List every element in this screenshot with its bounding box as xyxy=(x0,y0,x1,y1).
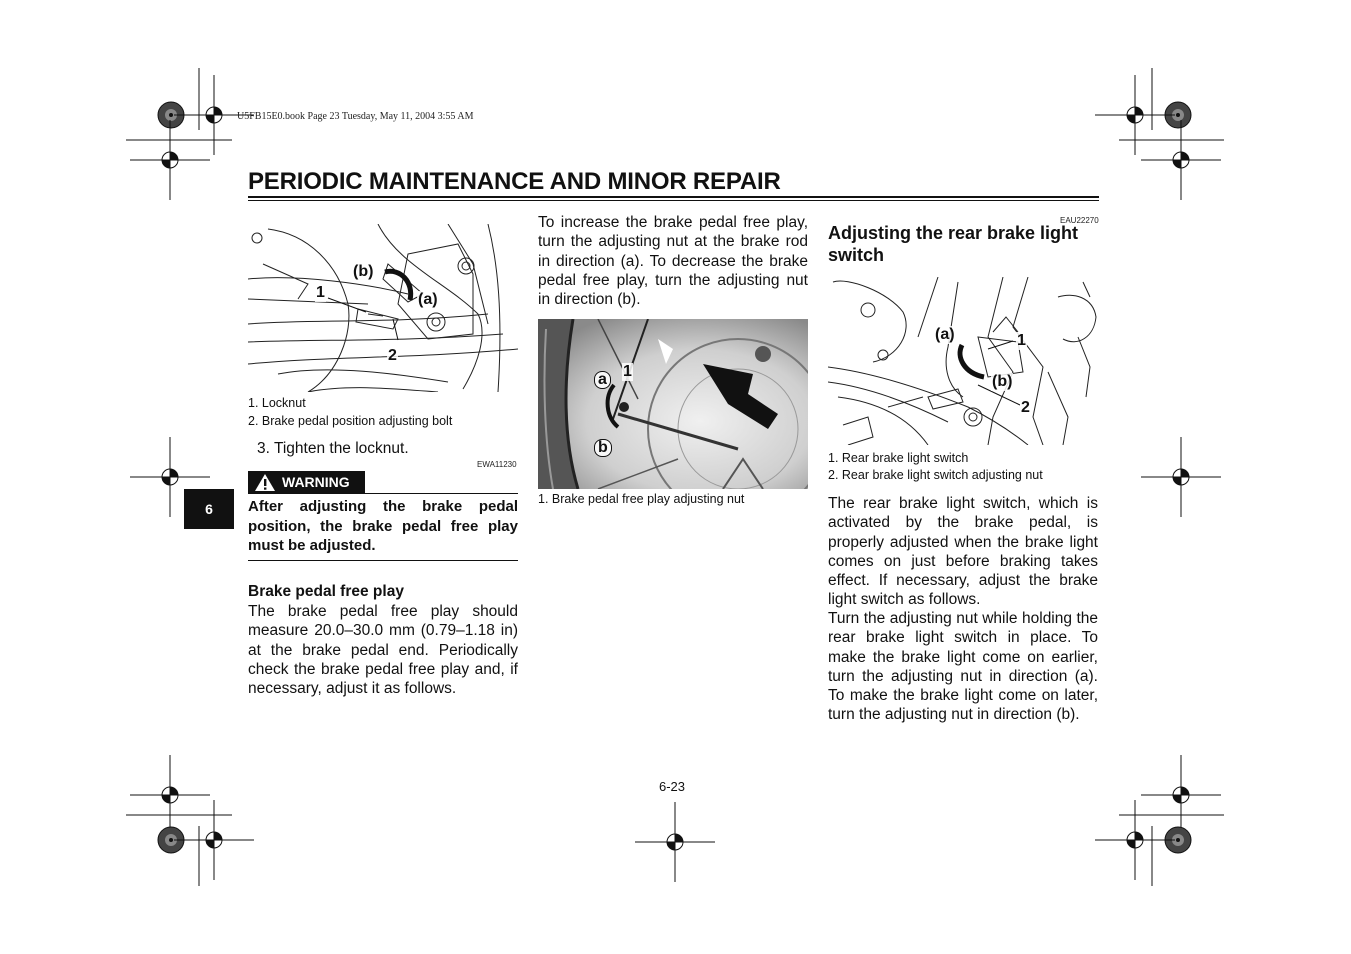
callout-a: (a) xyxy=(418,291,438,308)
brake-light-switch-illustration xyxy=(828,277,1098,445)
warning-rule-bottom xyxy=(248,560,518,561)
callout-1: 1 xyxy=(316,284,325,301)
brake-light-paragraph-1: The rear brake light switch, which is activated by the brake pedal, is properly adjusted when the brake light comes on just before braking takes effect. If necessary, adjust the brake light switch as follows. xyxy=(828,495,1098,609)
figure-caption: 1. Rear brake light switch xyxy=(828,451,969,465)
warning-text: After adjusting the brake pedal position, the brake pedal free play must be adjusted. xyxy=(248,498,518,554)
callout-2: 2 xyxy=(1021,399,1030,416)
warning-label: WARNING xyxy=(282,474,350,490)
brake-light-paragraph-2: Turn the adjusting nut while holding the rear brake light switch in place. To make the brake light come on earlier, turn the adjusting nut in direction (a). To make the brake light come on later, turn the adjusting nut in direction (b). xyxy=(828,610,1098,724)
figure-caption: 1. Brake pedal free play adjusting nut xyxy=(538,492,745,506)
callout-b: (b) xyxy=(353,263,374,280)
brake-pedal-illustration xyxy=(248,224,518,392)
figure-caption: 2. Rear brake light switch adjusting nut xyxy=(828,468,1043,482)
section-heading: Adjusting the rear brake light switch xyxy=(828,223,1079,265)
page-title: PERIODIC MAINTENANCE AND MINOR REPAIR xyxy=(248,168,781,195)
page-number: 6-23 xyxy=(659,779,686,794)
chapter-tab: 6 xyxy=(184,489,234,529)
callout-a: a xyxy=(594,371,611,389)
callout-1: 1 xyxy=(623,363,632,380)
brake-drum-photo xyxy=(538,319,808,489)
callout-2: 2 xyxy=(388,347,397,364)
free-play-heading: Brake pedal free play xyxy=(248,583,404,600)
warning-rule xyxy=(248,493,518,494)
warning-icon xyxy=(254,473,276,492)
book-file-line: U5FB15E0.book Page 23 Tuesday, May 11, 2004 3:55 AM xyxy=(237,111,474,122)
free-play-photo xyxy=(538,319,808,489)
brake-light-switch-figure xyxy=(828,277,1098,445)
title-rule-thin xyxy=(248,200,1099,201)
warning-badge xyxy=(248,471,365,493)
figure-caption: 1. Locknut xyxy=(248,396,306,410)
section-code: EAU22270 xyxy=(1060,216,1099,225)
figure-caption: 2. Brake pedal position adjusting bolt xyxy=(248,414,453,428)
callout-a: (a) xyxy=(935,326,955,343)
adjust-intro-text: To increase the brake pedal free play, turn the adjusting nut at the brake rod in direction (a). To decrease the brake pedal free play, turn the adjusting nut in direction (b). xyxy=(538,214,808,309)
free-play-text: The brake pedal free play should measure 20.0–30.0 mm (0.79–1.18 in) at the brake pedal end. Periodically check the brake pedal free play and, if necessary, adjust it as follows. xyxy=(248,603,518,698)
callout-b: (b) xyxy=(992,373,1013,390)
callout-b: b xyxy=(594,439,612,457)
warning-code: EWA11230 xyxy=(477,460,517,469)
step-3: 3. Tighten the locknut. xyxy=(257,440,409,457)
brake-pedal-figure xyxy=(248,224,518,392)
callout-1: 1 xyxy=(1017,332,1026,349)
title-rule xyxy=(248,196,1099,198)
